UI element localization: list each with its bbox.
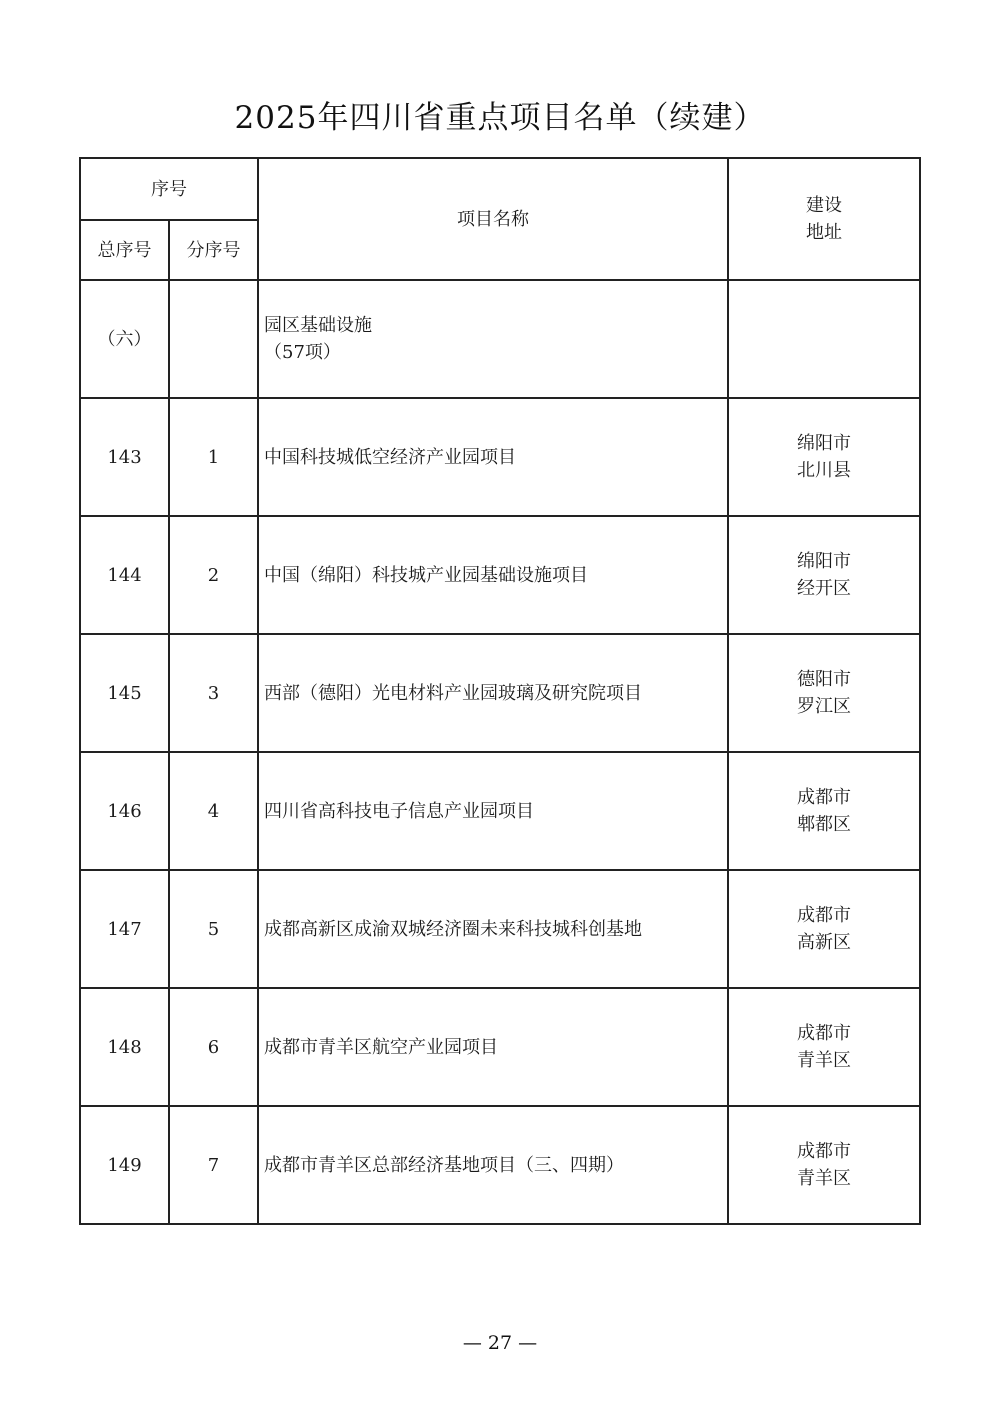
total-seq-cell: 148 <box>80 988 169 1106</box>
header-location <box>728 158 920 280</box>
table-row <box>80 870 920 988</box>
location-city: 成都市 <box>797 787 851 808</box>
location-district: 青羊区 <box>797 1050 851 1071</box>
sub-seq-cell: 5 <box>169 870 258 988</box>
project-name-cell: 中国（绵阳）科技城产业园基础设施项目 <box>258 516 728 634</box>
table-row <box>80 752 920 870</box>
table-row <box>80 516 920 634</box>
project-name-cell: 四川省高科技电子信息产业园项目 <box>258 752 728 870</box>
sub-seq-cell: 4 <box>169 752 258 870</box>
total-seq-cell: 149 <box>80 1106 169 1224</box>
total-seq-cell: 145 <box>80 634 169 752</box>
table-row <box>80 1106 920 1224</box>
location-cell <box>728 988 920 1106</box>
total-seq-cell: 144 <box>80 516 169 634</box>
page-number: — 27 — <box>462 1332 538 1354</box>
header-total-seq: 总序号 <box>80 220 169 280</box>
location-district: 高新区 <box>797 932 851 953</box>
section-row <box>80 280 920 398</box>
sub-seq-cell: 3 <box>169 634 258 752</box>
project-name-cell: 成都高新区成渝双城经济圈未来科技城科创基地 <box>258 870 728 988</box>
section-location <box>728 280 920 398</box>
location-cell <box>728 1106 920 1224</box>
location-cell <box>728 752 920 870</box>
location-city: 成都市 <box>797 1141 851 1162</box>
table-row <box>80 634 920 752</box>
total-seq-cell: 146 <box>80 752 169 870</box>
section-name-line2: （57项） <box>264 342 341 363</box>
total-seq-cell: 147 <box>80 870 169 988</box>
location-cell <box>728 516 920 634</box>
sub-seq-cell: 1 <box>169 398 258 516</box>
section-sub <box>169 280 258 398</box>
project-table <box>79 157 921 1225</box>
header-project-name: 项目名称 <box>258 158 728 280</box>
location-cell <box>728 398 920 516</box>
location-cell <box>728 870 920 988</box>
location-city: 绵阳市 <box>797 551 851 572</box>
location-district: 郫都区 <box>797 814 851 835</box>
sub-seq-cell: 2 <box>169 516 258 634</box>
project-name-cell: 成都市青羊区航空产业园项目 <box>258 988 728 1106</box>
location-city: 成都市 <box>797 1023 851 1044</box>
sub-seq-cell: 7 <box>169 1106 258 1224</box>
section-name-line1: 园区基础设施 <box>264 315 372 336</box>
section-name <box>258 280 728 398</box>
location-city: 德阳市 <box>797 669 851 690</box>
table-row <box>80 398 920 516</box>
sub-seq-cell: 6 <box>169 988 258 1106</box>
location-city: 成都市 <box>797 905 851 926</box>
page-title: 2025年四川省重点项目名单（续建） <box>234 100 766 136</box>
header-location-line1: 建设 <box>806 195 842 216</box>
header-sub-seq: 分序号 <box>169 220 258 280</box>
location-district: 青羊区 <box>797 1168 851 1189</box>
header-location-line2: 地址 <box>806 222 842 243</box>
header-seq-group: 序号 <box>80 158 258 220</box>
location-district: 罗江区 <box>797 696 851 717</box>
table-row <box>80 988 920 1106</box>
location-city: 绵阳市 <box>797 433 851 454</box>
location-cell <box>728 634 920 752</box>
project-name-cell: 中国科技城低空经济产业园项目 <box>258 398 728 516</box>
total-seq-cell: 143 <box>80 398 169 516</box>
header-row <box>80 158 920 220</box>
project-name-cell: 西部（德阳）光电材料产业园玻璃及研究院项目 <box>258 634 728 752</box>
project-name-cell: 成都市青羊区总部经济基地项目（三、四期） <box>258 1106 728 1224</box>
location-district: 经开区 <box>797 578 851 599</box>
section-number: （六） <box>80 280 169 398</box>
location-district: 北川县 <box>797 460 851 481</box>
